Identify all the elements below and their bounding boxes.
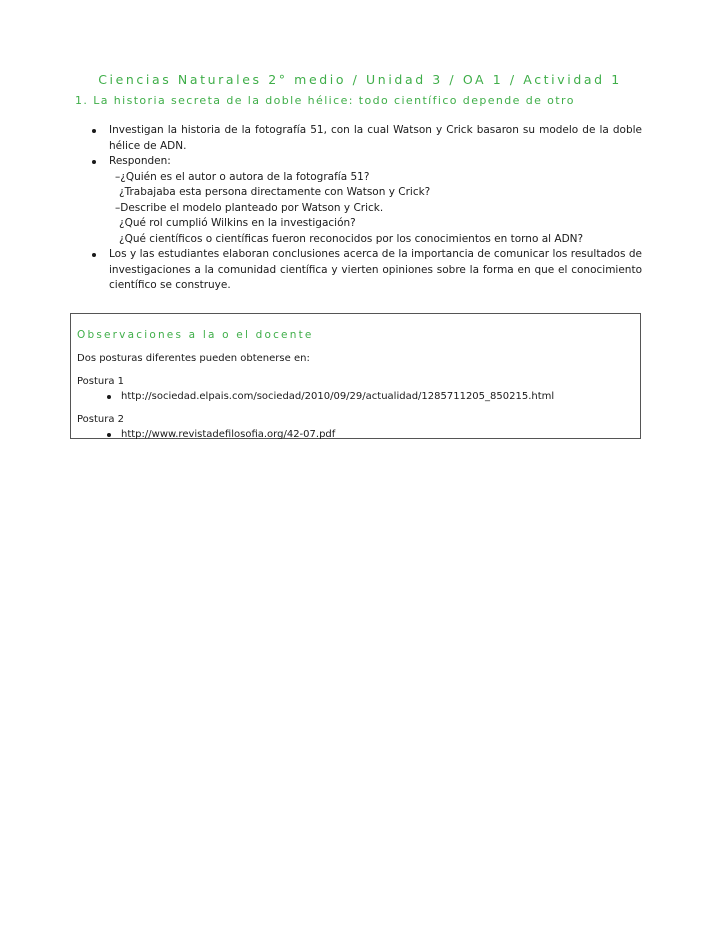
- list-item-text: Investigan la historia de la fotografía 51, con la cual Watson y Crick basaron su modelo de la doble hélice de ADN.: [109, 124, 642, 152]
- list-item: [92, 123, 642, 154]
- question-item: ¿Qué rol cumplió Wilkins en la investigación?: [119, 217, 356, 229]
- page-title: Ciencias Naturales 2° medio / Unidad 3 / OA 1 / Actividad 1: [98, 72, 622, 87]
- list-item-text: Responden:: [109, 155, 171, 167]
- teacher-notes-title: Observaciones a la o el docente: [77, 329, 314, 341]
- question-item: ¿Qué científicos o científicas fueron reconocidos por los conocimientos en torno al ADN?: [119, 232, 584, 245]
- posture-link[interactable]: http://www.revistadefilosofia.org/42-07.pdf: [77, 428, 640, 441]
- activity-list: [92, 123, 642, 294]
- question-item: ¿Trabajaba esta persona directamente con Watson y Crick?: [119, 186, 431, 198]
- list-item: [92, 247, 642, 294]
- activity-subtitle: 1. La historia secreta de la doble hélice: todo científico depende de otro: [75, 94, 575, 107]
- list-item: [92, 154, 642, 247]
- posture-label: Postura 2: [77, 414, 125, 425]
- posture-link[interactable]: http://sociedad.elpais.com/sociedad/2010/09/29/actualidad/1285711205_850215.html: [77, 390, 640, 403]
- question-item: –Describe el modelo planteado por Watson y Crick.: [115, 201, 384, 214]
- question-item: –¿Quién es el autor o autora de la fotografía 51?: [115, 170, 370, 183]
- question-list: [109, 170, 642, 248]
- posture-label: Postura 1: [77, 376, 125, 387]
- teacher-notes-box: [70, 313, 641, 439]
- teacher-notes-intro: Dos posturas diferentes pueden obtenerse en:: [77, 353, 310, 364]
- list-item-text: Los y las estudiantes elaboran conclusiones acerca de la importancia de comunicar los resultados de investigaciones a la comunidad científica y vierten opiniones sobre la forma en que el conocimiento científico se construye.: [109, 248, 642, 291]
